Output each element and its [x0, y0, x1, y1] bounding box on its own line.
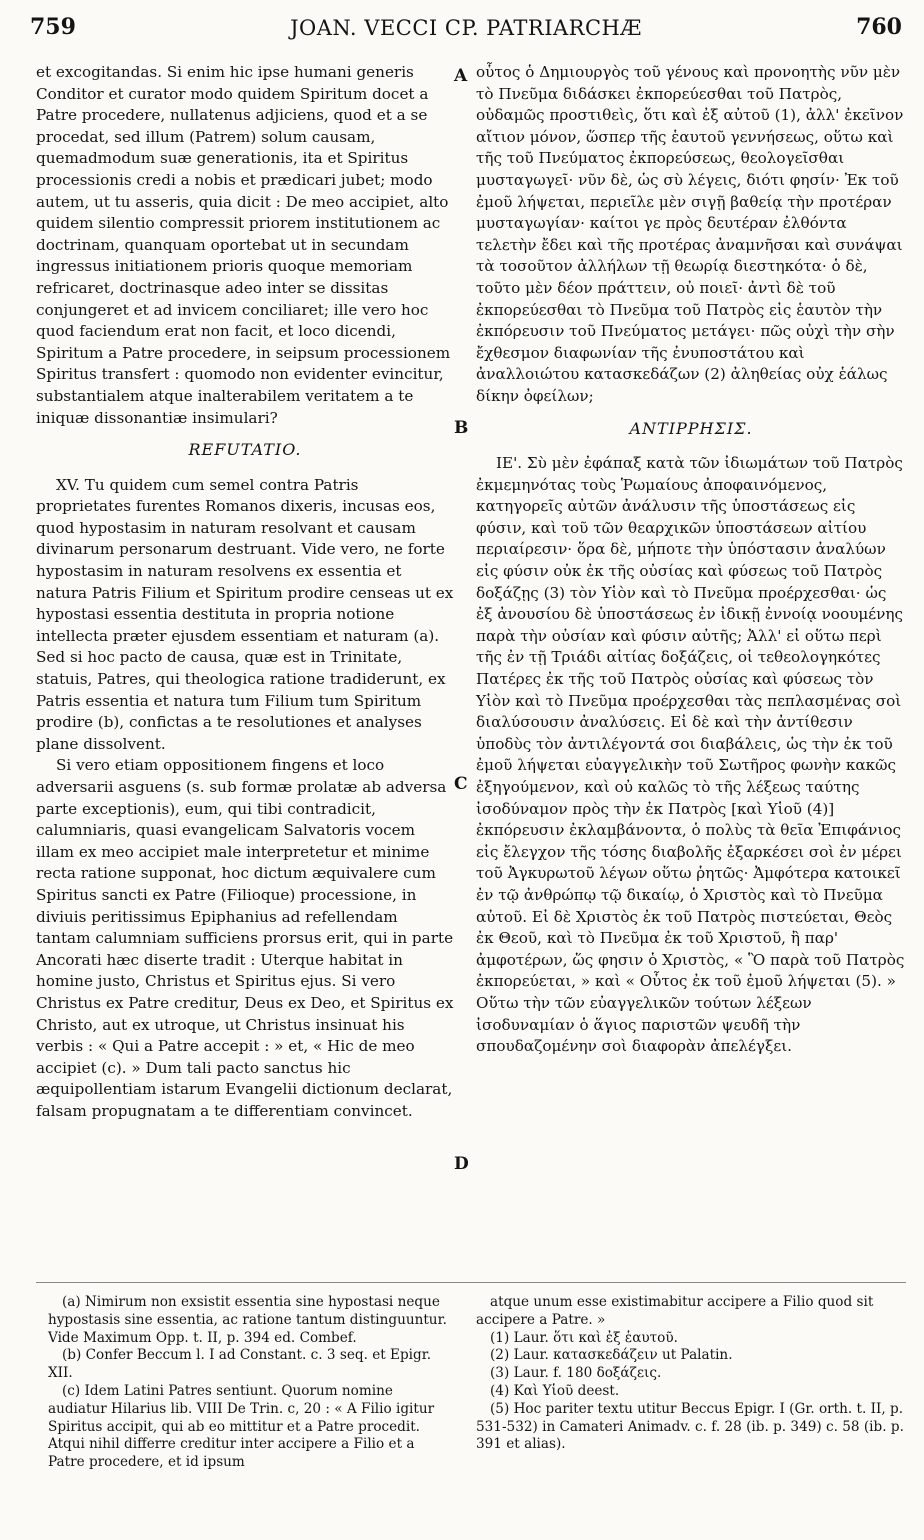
latin-intro-paragraph: et excogitandas. Si enim hic ipse humani generis Conditor et curator modo quidem Spiritum docet a Patre procedere, nullatenus adjiciens, quod et a se procedat, sed illum (Patrem) solum causam, quemadmodum suæ generationis, ita et Spiritus processionis credi a nobis et prædicari jubet; modo autem, ut tu asseris, quia dicit : De meo accipiet, alto quidem silentio compressit priorem institutionem ac doctrinam, quanquam oportebat ut in secundam ingressus initiationem prioris quoque memoriam refricaret, doctrinasque adeo inter se dissitas conjungeret et ad invicem conciliaret; ille vero hoc quod faciendum erat non facit, et loco dicendi, Spiritum a Patre procedere, in seipsum processionem Spiritus transfert : quomodo non evidenter evincitur, substantialem atque inalterabilem veritatem a te iniquæ dissonantiæ insimulari? [36, 63, 451, 427]
footnote-divider [36, 1282, 906, 1283]
running-title: JOAN. VECCI CP. PATRIARCHÆ [290, 16, 642, 40]
page-number-left: 759 [30, 14, 76, 40]
footnotes-right [476, 1294, 906, 1454]
running-header [30, 8, 902, 44]
footnote-2: (2) Laur. κατασκεδάζειν ut Palatin. [490, 1347, 733, 1364]
page-number-right: 760 [856, 14, 902, 40]
latin-column [36, 62, 454, 1123]
greek-paragraph-xv: ΙΕ'. Σὺ μὲν ἐφάπαξ κατὰ τῶν ἰδιωμάτων τοῦ Πατρὸς ἐκμεμηνότας τοὺς Ῥωμαίους ἀποφαινόμενος, κατηγορεῖς αὐτῶν ἀνάλυσιν τῆς ὑποστάσεως εἰς φύσιν, καὶ τοῦ τῶν θεαρχικῶν ὑποστάσεων αἰτίου περιαίρεσιν· ὅρα δὲ, μήποτε τὴν ὑπόστασιν ἀναλύων εἰς φύσιν οὐκ ἐκ τῆς οὐσίας καὶ φύσεως τοῦ Πατρὸς δοξάζῃς (3) τὸν Υἱὸν καὶ τὸ Πνεῦμα προέρχεσθαι· ὡς ἐξ ἀνουσίου δὲ ὑποστάσεως ἐν ἰδικῇ ἐννοίᾳ νοουμένης παρὰ τὴν οὐσίαν καὶ φύσιν αὐτῆς; Ἀλλ' εἰ οὕτω περὶ τῆς ἐν τῇ Τριάδι αἰτίας δοξάζεις, οἱ τεθεολογηκότες Πατέρες ἐκ τῆς τοῦ Πατρὸς οὐσίας καὶ φύσεως τὸν Υἱὸν καὶ τὸ Πνεῦμα προέρχεσθαι τὰς πεπλασμένας σοὶ διαλύσουσιν ἀναλύσεις. Εἰ δὲ καὶ τὴν ἀντίθεσιν ὑποδὺς τὸν ἀντιλέγοντά σοι διαβάλεις, ὡς τὴν ἐκ τοῦ ἐμοῦ λήψεται εὐαγγελικὴν τοῦ Σωτῆρος φωνὴν κακῶς ἐξηγούμενον, καὶ οὐ καλῶς τὸ τῆς λέξεως ταύτης ἰσοδύναμον πρὸς τὴν ἐκ Πατρὸς [καὶ Υἱοῦ (4)] ἐκπόρευσιν ἐκλαμβάνοντα, ὁ πολὺς τὰ θεῖα Ἐπιφάνιος εἰς ἔλεγχον τῆς τόσης διαβολῆς ἐξαρκέσει σοὶ ἐν μέρει τοῦ Ἀγκυρωτοῦ λέγων οὕτω ῥητῶς· Ἀμφότερα κατοικεῖ ἐν τῷ ἀνθρώπῳ τῷ δικαίῳ, ὁ Χριστὸς καὶ τὸ Πνεῦμα αὐτοῦ. Εἰ δὲ Χριστὸς ἐκ τοῦ Πατρὸς πιστεύεται, Θεὸς ἐκ Θεοῦ, καὶ τὸ Πνεῦμα ἐκ τοῦ Χριστοῦ, ἢ παρ' ἀμφοτέρων, ὥς φησιν ὁ Χριστὸς, « Ὃ παρὰ τοῦ Πατρὸς ἐκπορεύεται, » καὶ « Οὗτος ἐκ τοῦ ἐμοῦ λήψεται (5). » Οὕτω τὴν τῶν εὐαγγελικῶν τούτων λέξεων ἰσοδυναμίαν ὁ ἅγιος παριστῶν ψευδῆ τὴν σπουδαζομένην σοὶ διαφορὰν ἀπελέγξει. [476, 454, 905, 1056]
greek-column [476, 62, 906, 1058]
latin-paragraph-xv: XV. Tu quidem cum semel contra Patris proprietates furentes Romanos dixeris, incusas eos, quod hypostasim in naturam resolvant et causam divinarum personarum destruant. Vide vero, ne forte hypostasim in naturam resolvens ex essentia et natura Patris Filium et Spiritum prodire censeas ut ex hypostasi essentia destituta in propria notione intellecta præter ejusdem essentiam et naturam (a). Sed si hoc pacto de causa, quæ est in Trinitate, statuis, Patres, qui theologica ratione tradiderunt, ex Patris essentia et natura tum Filium tum Spiritum prodire (b), confictas a te resolutiones et analyses plane dissolvent. [36, 475, 454, 753]
footnote-4: (4) Καὶ Υἱοῦ deest. [490, 1382, 620, 1399]
footnote-a: (a) Nimirum non exsistit essentia sine hypostasi neque hypostasis sine essentia, ac ratione tantum distinguuntur. Vide Maximum Opp. t. II, p. 394 ed. Combef. [48, 1294, 447, 1346]
margin-letter-b: B [454, 418, 469, 438]
footnote-5: (5) Hoc pariter textu utitur Beccus Epigr. I (Gr. orth. t. II, p. 531-532) in Camateri Animadv. c. f. 28 (ib. p. 349) c. 58 (ib. p. 391 et alias). [476, 1400, 904, 1453]
margin-letter-c: C [454, 774, 468, 794]
footnote-3: (3) Laur. f. 180 δοξάζεις. [490, 1365, 662, 1382]
greek-intro-paragraph: οὗτος ὁ Δημιουργὸς τοῦ γένους καὶ προνοητὴς νῦν μὲν τὸ Πνεῦμα διδάσκει ἐκπορεύεσθαι τοῦ Πατρὸς, οὐδαμῶς προστιθεὶς, ὅτι καὶ ἐξ αὐτοῦ (1), ἀλλ' ἐκεῖνον αἴτιον μόνον, ὥσπερ τῆς ἑαυτοῦ γεννήσεως, οὕτω καὶ τῆς τοῦ Πνεύματος ἐκπορεύσεως, θεολογεῖσθαι μυσταγωγεῖ· νῦν δὲ, ὡς σὺ λέγεις, διότι φησίν· Ἐκ τοῦ ἐμοῦ λήψεται, περιεῖλε μὲν σιγῇ βαθείᾳ τὴν προτέραν μυσταγωγίαν· καίτοι γε πρὸς δευτέραν ἐλθόντα τελετὴν ἔδει καὶ τῆς προτέρας ἀναμνῆσαι καὶ συνάψαι τὰ τοσοῦτον ἀλλήλων τῇ θεωρίᾳ διεστηκότα· ὁ δὲ, τοῦτο μὲν δέον πράττειν, οὐ ποιεῖ· ἀντὶ δὲ τοῦ ἐκπορεύεσθαι τὸ Πνεῦμα τοῦ Πατρὸς εἰς ἑαυτὸν τὴν ἐκπόρευσιν τοῦ Πνεύματος μετάγει· πῶς οὐχὶ τὴν σὴν ἔχθεσμον διαφωνίαν τῆς ἐνυποστάτου καὶ ἀναλλοιώτου κατασκεδάζων (2) ἀληθείας οὐχ ἑάλως δίκην ὀφείλων; [476, 63, 904, 405]
margin-letter-d: D [454, 1154, 469, 1174]
footnotes-left [48, 1294, 454, 1472]
footnote-1: (1) Laur. ὅτι καὶ ἐξ ἑαυτοῦ. [490, 1329, 678, 1346]
latin-paragraph-2: Si vero etiam oppositionem fingens et loco adversarii asguens (s. sub formæ prolatæ ab adversa parte exceptionis), eum, qui tibi contradicit, calumniaris, quasi evangelicam Salvatoris vocem illam ex meo accipiet male interpretetur et minime recta ratione supponat, hoc dictum æquivalere cum Spiritus sancti ex Patre (Filioque) processione, in diviuis peritissimus Epiphanius ad refellendam tantam calumniam sufficiens prorsus erit, qui in parte Ancorati hæc diserte tradit : Uterque habitat in homine justo, Christus et Spiritus ejus. Si vero Christus ex Patre creditur, Deus ex Deo, et Spiritus ex Christo, aut ex utroque, ut Christus insinuat his verbis : « Qui a Patre accepit : » et, « Hic de meo accipiet (c). » Dum tali pacto sanctus hic æquipollentiam istarum Evangelii dictionum declarat, falsam propugnatam a te differentiam convincet. [36, 756, 454, 1120]
footnote-b: (b) Confer Beccum l. I ad Constant. c. 3 seq. et Epigr. XII. [48, 1347, 432, 1382]
footnote-c-continued: atque unum esse existimabitur accipere a Filio quod sit accipere a Patre. » [476, 1294, 874, 1328]
greek-section-heading: ΑΝΤΙΡΡΗΣΙΣ. [629, 418, 753, 438]
latin-section-heading: REFUTATIO. [188, 440, 302, 460]
margin-letter-a: A [454, 66, 468, 86]
footnote-c: (c) Idem Latini Patres sentiunt. Quorum nomine audiatur Hilarius lib. VIII De Trin. c, 20 : « A Filio igitur Spiritus accipit, qui ab eo mittitur et a Patre procedit. Atqui nihil differre creditur inter accipere a Filio et a Patre procedere, et id ipsum [48, 1382, 435, 1471]
